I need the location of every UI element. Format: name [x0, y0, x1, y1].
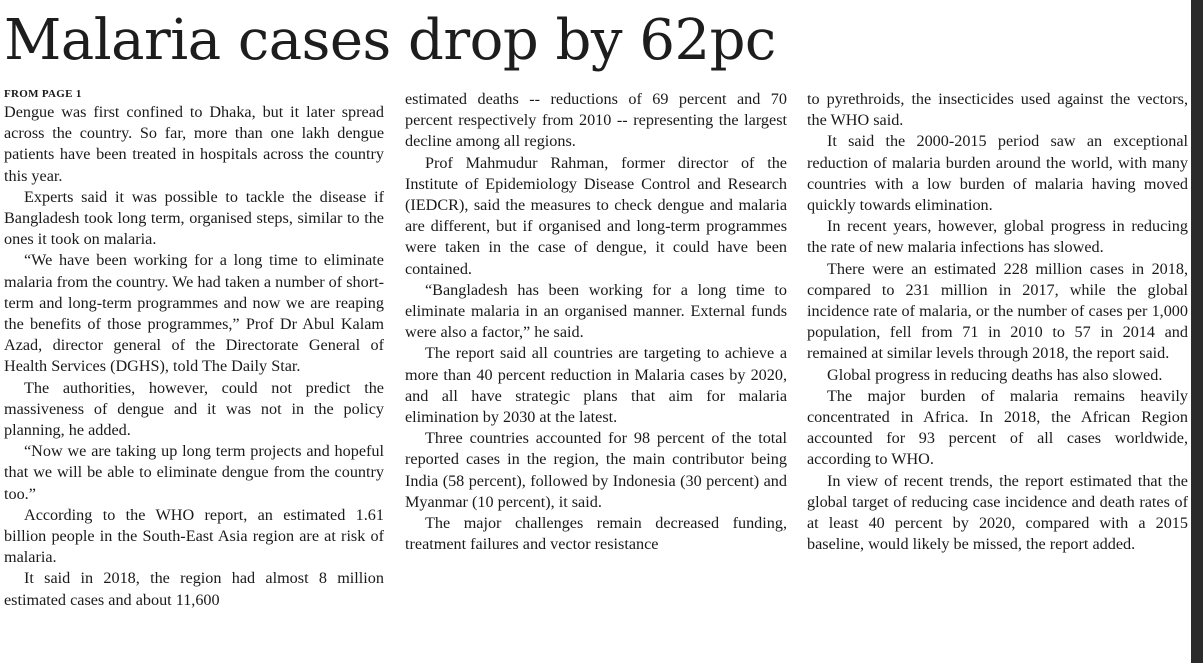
paragraph: According to the WHO report, an estimated 1.61 billion people in the South-East Asia region are at risk of malaria.: [4, 505, 384, 567]
paragraph: In view of recent trends, the report estimated that the global target of reducing case incidence and death rates of at least 40 percent by 2020, compared with a 2015 baseline, would likely be missed, the report added.: [807, 471, 1188, 554]
paragraph: Experts said it was possible to tackle the disease if Bangladesh took long term, organised steps, similar to the ones it took on malaria.: [4, 187, 384, 249]
paragraph: It said in 2018, the region had almost 8 million estimated cases and about 11,600: [4, 569, 384, 609]
paragraph: It said the 2000-2015 period saw an exceptional reduction of malaria burden around the world, with many countries with a low burden of malaria having moved quickly towards elimination.: [807, 132, 1188, 215]
paragraph: to pyrethroids, the insecticides used against the vectors, the WHO said.: [807, 90, 1188, 130]
paragraph: In recent years, however, global progress in reducing the rate of new malaria infections has slowed.: [807, 217, 1188, 257]
paragraph: There were an estimated 228 million cases in 2018, compared to 231 million in 2017, while the global incidence rate of malaria, or the number of cases per 1,000 population, fell from 71 in 2010 to 57 in 2014 and remained at similar levels through 2018, the report said.: [807, 259, 1188, 363]
paragraph: The report said all countries are targeting to achieve a more than 40 percent reduction in Malaria cases by 2020, and all have strategic plans that aim for malaria elimination by 2030 at the latest.: [405, 344, 787, 427]
paragraph: The authorities, however, could not predict the massiveness of dengue and it was not in the policy planning, he added.: [4, 378, 384, 440]
paragraph: “Bangladesh has been working for a long time to eliminate malaria in an organised manner. External funds were also a factor,” he said.: [405, 280, 787, 342]
paragraph: Dengue was first confined to Dhaka, but it later spread across the country. So far, more than one lakh dengue patients have been treated in hospitals across the country this year.: [4, 103, 384, 185]
headline: Malaria cases drop by 62pc: [4, 8, 776, 73]
kicker: FROM PAGE 1: [4, 88, 82, 100]
paragraph: “We have been working for a long time to eliminate malaria from the country. We had taken a number of short-term and long-term programmes and now we are reaping the benefits of those programmes,” Prof Dr Abul Kalam Azad, director general of the Directorate General of Health Services (DGHS), told The Daily Star.: [4, 251, 384, 376]
paragraph: Three countries accounted for 98 percent of the total reported cases in the region, the main contributor being India (58 percent), followed by Indonesia (30 percent) and Myanmar (10 percent), it said.: [405, 429, 787, 511]
paragraph: “Now we are taking up long term projects and hopeful that we will be able to eliminate dengue from the country too.”: [4, 442, 384, 503]
paragraph: estimated deaths -- reductions of 69 percent and 70 percent respectively from 2010 -- representing the largest decline among all regions.: [405, 90, 787, 151]
article-column-3: [807, 89, 1188, 555]
article-column-1: [4, 88, 384, 611]
page-edge-shadow: [1191, 0, 1203, 663]
paragraph: Global progress in reducing deaths has also slowed.: [827, 365, 1163, 384]
article-column-2: [405, 89, 787, 555]
paragraph: The major burden of malaria remains heavily concentrated in Africa. In 2018, the African Region accounted for 93 percent of all cases worldwide, according to WHO.: [807, 386, 1188, 469]
paragraph: The major challenges remain decreased funding, treatment failures and vector resistance: [405, 514, 787, 554]
paragraph: Prof Mahmudur Rahman, former director of the Institute of Epidemiology Disease Control and Research (IEDCR), said the measures to check dengue and malaria are different, but if organised and long-term programmes were taken in the case of dengue, it could have been contained.: [405, 153, 787, 278]
